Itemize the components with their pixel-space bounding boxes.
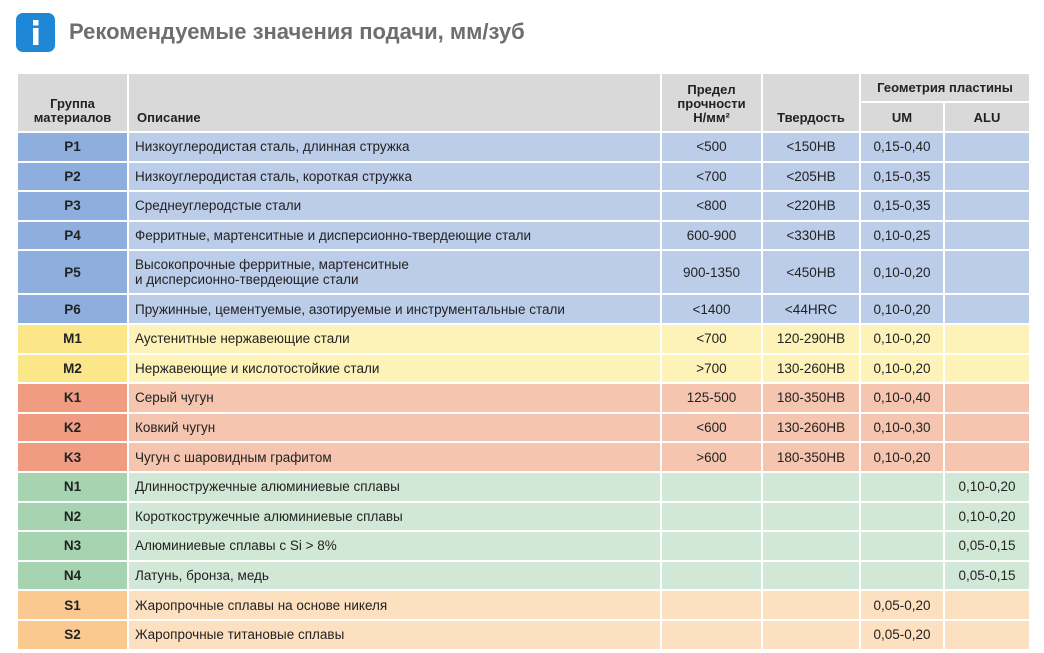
description-text: Среднеуглеродстые стали	[135, 198, 302, 214]
um-feed-cell: 0,10-0,20	[860, 354, 944, 384]
table-row	[17, 442, 1030, 472]
description-text: Короткостружечные алюминиевые сплавы	[135, 508, 403, 524]
column-header-description: Описание	[128, 73, 661, 132]
hardness-cell: 130-260HB	[762, 413, 860, 443]
um-feed-cell: 0,10-0,20	[860, 442, 944, 472]
um-feed-cell: 0,05-0,20	[860, 590, 944, 620]
hardness-cell	[762, 472, 860, 502]
alu-feed-cell	[944, 413, 1030, 443]
strength-cell: <600	[661, 413, 762, 443]
column-header-group: Группа материалов	[17, 73, 128, 132]
material-group-cell: P2	[17, 162, 128, 192]
description-text: Серый чугун	[135, 390, 214, 406]
alu-feed-cell: 0,05-0,15	[944, 531, 1030, 561]
description-cell	[128, 294, 661, 324]
table-row	[17, 324, 1030, 354]
column-header-um: UM	[860, 102, 944, 132]
um-feed-cell: 0,10-0,40	[860, 383, 944, 413]
column-header-geometry: Геометрия пластины	[860, 73, 1030, 102]
description-cell	[128, 502, 661, 532]
description-text: Жаропрочные сплавы на основе никеля	[135, 597, 388, 613]
hardness-cell: 120-290HB	[762, 324, 860, 354]
hardness-cell	[762, 590, 860, 620]
description-text: Нержавеющие и кислотостойкие стали	[135, 360, 380, 376]
strength-cell: <1400	[661, 294, 762, 324]
alu-feed-cell	[944, 590, 1030, 620]
strength-cell: >600	[661, 442, 762, 472]
strength-cell: <500	[661, 132, 762, 162]
hardness-cell: 130-260HB	[762, 354, 860, 384]
table-row	[17, 472, 1030, 502]
material-group-cell: N1	[17, 472, 128, 502]
material-group-cell: N3	[17, 531, 128, 561]
description-cell	[128, 191, 661, 221]
alu-feed-cell	[944, 324, 1030, 354]
description-text-line2: и дисперсионно-твердеющие стали	[135, 272, 359, 288]
strength-cell	[661, 502, 762, 532]
description-text: Пружинные, цементуемые, азотируемые и инструментальные стали	[135, 301, 565, 317]
description-cell	[128, 250, 661, 294]
description-text: Длинностружечные алюминиевые сплавы	[135, 479, 400, 495]
material-group-cell: N2	[17, 502, 128, 532]
um-feed-cell: 0,10-0,30	[860, 413, 944, 443]
column-header-strength: Предел прочности Н/мм²	[661, 73, 762, 132]
strength-cell	[661, 561, 762, 591]
description-text: Ковкий чугун	[135, 420, 216, 436]
hardness-cell: 180-350HB	[762, 442, 860, 472]
material-group-cell: K1	[17, 383, 128, 413]
alu-feed-cell: 0,10-0,20	[944, 472, 1030, 502]
description-text: Высокопрочные ферритные, мартенситные	[135, 257, 409, 273]
um-feed-cell: 0,10-0,25	[860, 221, 944, 251]
um-feed-cell: 0,05-0,20	[860, 620, 944, 650]
um-feed-cell: 0,10-0,20	[860, 250, 944, 294]
description-text: Жаропрочные титановые сплавы	[135, 627, 345, 643]
um-feed-cell	[860, 472, 944, 502]
alu-feed-cell	[944, 354, 1030, 384]
page-title: Рекомендуемые значения подачи, мм/зуб	[69, 19, 525, 44]
table-row	[17, 531, 1030, 561]
table-row	[17, 620, 1030, 650]
material-group-cell: P1	[17, 132, 128, 162]
material-group-cell: P4	[17, 221, 128, 251]
hardness-cell: <150HB	[762, 132, 860, 162]
alu-feed-cell	[944, 620, 1030, 650]
hardness-cell: <450HB	[762, 250, 860, 294]
description-cell	[128, 162, 661, 192]
description-cell	[128, 590, 661, 620]
alu-feed-cell: 0,05-0,15	[944, 561, 1030, 591]
material-group-cell: N4	[17, 561, 128, 591]
description-text: Низкоуглеродистая сталь, короткая стружка	[135, 168, 413, 184]
strength-cell: >700	[661, 354, 762, 384]
description-cell	[128, 472, 661, 502]
description-cell	[128, 442, 661, 472]
um-feed-cell: 0,15-0,35	[860, 162, 944, 192]
strength-cell	[661, 590, 762, 620]
alu-feed-cell	[944, 383, 1030, 413]
strength-cell	[661, 472, 762, 502]
description-cell	[128, 324, 661, 354]
strength-cell	[661, 531, 762, 561]
table-row	[17, 250, 1030, 294]
description-cell	[128, 132, 661, 162]
column-header-hardness: Твердость	[762, 73, 860, 132]
feed-rate-table	[16, 72, 1031, 651]
description-text: Ферритные, мартенситные и дисперсионно-твердеющие стали	[135, 228, 532, 244]
description-text: Аустенитные нержавеющие стали	[135, 331, 350, 347]
description-text: Алюминиевые сплавы с Si > 8%	[135, 538, 337, 554]
description-cell	[128, 354, 661, 384]
material-group-cell: P3	[17, 191, 128, 221]
alu-feed-cell	[944, 294, 1030, 324]
strength-cell: 125-500	[661, 383, 762, 413]
um-feed-cell: 0,15-0,40	[860, 132, 944, 162]
description-text: Низкоуглеродистая сталь, длинная стружка	[135, 139, 410, 155]
description-cell	[128, 221, 661, 251]
column-header-alu: ALU	[944, 102, 1030, 132]
strength-cell: 600-900	[661, 221, 762, 251]
table-row	[17, 383, 1030, 413]
material-group-cell: P6	[17, 294, 128, 324]
alu-feed-cell	[944, 221, 1030, 251]
alu-feed-cell	[944, 162, 1030, 192]
info-icon	[16, 13, 55, 52]
page-header	[16, 12, 525, 52]
hardness-cell: <220HB	[762, 191, 860, 221]
strength-cell: <700	[661, 324, 762, 354]
um-feed-cell: 0,10-0,20	[860, 324, 944, 354]
description-text: Чугун с шаровидным графитом	[135, 449, 332, 465]
table-row	[17, 191, 1030, 221]
um-feed-cell: 0,10-0,20	[860, 294, 944, 324]
um-feed-cell	[860, 561, 944, 591]
description-cell	[128, 413, 661, 443]
um-feed-cell	[860, 502, 944, 532]
description-cell	[128, 561, 661, 591]
table-row	[17, 294, 1030, 324]
material-group-cell: S1	[17, 590, 128, 620]
hardness-cell: <44HRC	[762, 294, 860, 324]
alu-feed-cell	[944, 442, 1030, 472]
description-cell	[128, 531, 661, 561]
hardness-cell: <330HB	[762, 221, 860, 251]
table-row	[17, 413, 1030, 443]
um-feed-cell	[860, 531, 944, 561]
material-group-cell: S2	[17, 620, 128, 650]
hardness-cell	[762, 620, 860, 650]
alu-feed-cell	[944, 132, 1030, 162]
table-row	[17, 132, 1030, 162]
um-feed-cell: 0,15-0,35	[860, 191, 944, 221]
material-group-cell: M1	[17, 324, 128, 354]
table-row	[17, 590, 1030, 620]
description-cell	[128, 620, 661, 650]
table-row	[17, 502, 1030, 532]
material-group-cell: P5	[17, 250, 128, 294]
material-group-cell: M2	[17, 354, 128, 384]
description-text: Латунь, бронза, медь	[135, 568, 269, 584]
table-row	[17, 162, 1030, 192]
hardness-cell	[762, 531, 860, 561]
alu-feed-cell: 0,10-0,20	[944, 502, 1030, 532]
alu-feed-cell	[944, 191, 1030, 221]
material-group-cell: K2	[17, 413, 128, 443]
strength-cell	[661, 620, 762, 650]
strength-cell: <800	[661, 191, 762, 221]
hardness-cell	[762, 502, 860, 532]
material-group-cell: K3	[17, 442, 128, 472]
strength-cell: 900-1350	[661, 250, 762, 294]
hardness-cell	[762, 561, 860, 591]
table-row	[17, 561, 1030, 591]
hardness-cell: <205HB	[762, 162, 860, 192]
hardness-cell: 180-350HB	[762, 383, 860, 413]
table-row	[17, 221, 1030, 251]
description-cell	[128, 383, 661, 413]
strength-cell: <700	[661, 162, 762, 192]
alu-feed-cell	[944, 250, 1030, 294]
table-row	[17, 354, 1030, 384]
